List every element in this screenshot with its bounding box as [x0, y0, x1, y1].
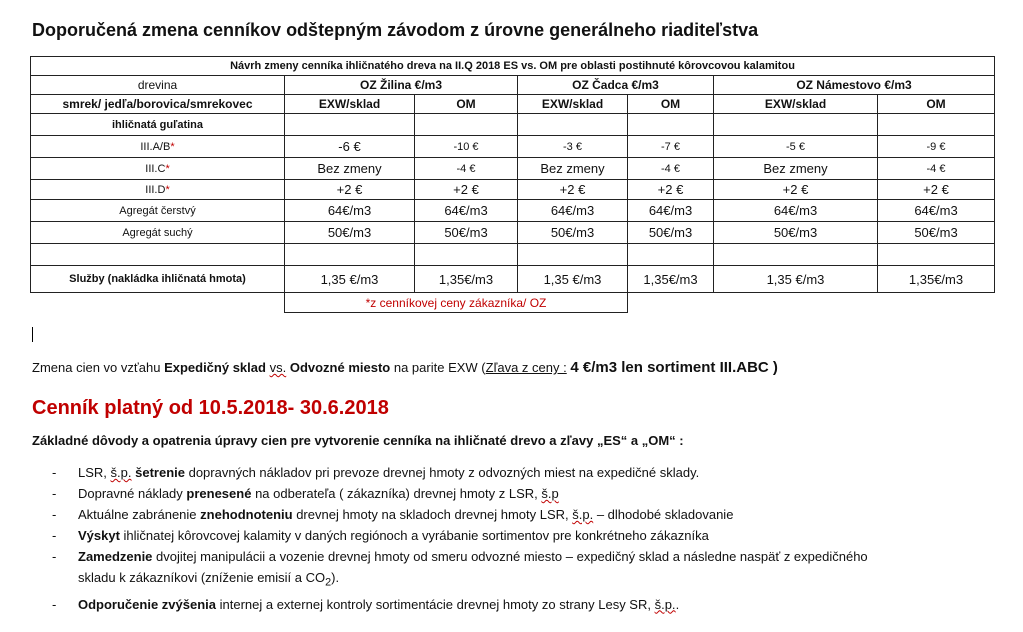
text-run: ihličnatej kôrovcovej kalamity v daných regiónoch a vyrábanie sortimentov pre konkrétneho zákazníka — [119, 528, 709, 543]
cell: -6 € — [285, 136, 415, 158]
bold-run: prenesené — [186, 486, 252, 501]
text-cursor — [32, 327, 33, 342]
table-row — [31, 266, 995, 293]
group-label: ihličnatá guľatina — [31, 114, 285, 136]
cell: 1,35€/m3 — [415, 266, 518, 293]
list-item — [52, 594, 992, 615]
list-item — [52, 525, 992, 546]
spellcheck-run: š.p. — [572, 507, 594, 522]
cell: -4 € — [878, 158, 995, 180]
bullet-dash: - — [52, 549, 57, 564]
text-run: . — [675, 596, 680, 612]
cell: 50€/m3 — [714, 222, 878, 244]
cell: +2 € — [714, 180, 878, 200]
bold-run: Výskyt — [78, 528, 120, 543]
cell: -3 € — [518, 136, 628, 158]
spellcheck-run: š.p — [541, 486, 559, 501]
subheader-cell: EXW/sklad — [285, 95, 415, 114]
bullet-dash: - — [52, 596, 57, 612]
cell: -9 € — [878, 136, 995, 158]
text-run: skladu k zákazníkovi (zníženie emisií a CO — [78, 570, 326, 585]
bold-run: Zamedzenie — [78, 549, 153, 564]
cell: 64€/m3 — [628, 200, 714, 222]
cell: 50€/m3 — [878, 222, 995, 244]
subheader-cell: EXW/sklad — [714, 95, 878, 114]
header-drevina: drevina — [31, 76, 285, 95]
bold-run: šetrenie — [135, 465, 185, 480]
bold-run: Odporučenie zvýšenia — [78, 596, 216, 612]
bullet-dash: - — [52, 486, 57, 501]
subheader-cell: OM — [628, 95, 714, 114]
cell: Bez zmeny — [714, 158, 878, 180]
table-caption: Návrh zmeny cenníka ihličnatého dreva na II.Q 2018 ES vs. OM pre oblasti postihnuté kôrovcovou kalamitou — [31, 57, 995, 76]
subheader-cell: OM — [415, 95, 518, 114]
bold-run: Odvozné miesto — [289, 360, 391, 375]
list-item — [52, 483, 992, 504]
text-run: LSR, — [78, 465, 111, 480]
cell: 50€/m3 — [415, 222, 518, 244]
row-label: Agregát čerstvý — [31, 200, 285, 222]
spellcheck-run: vs. — [269, 360, 287, 375]
cell: +2 € — [415, 180, 518, 200]
text-run: drevnej hmoty na skladoch drevnej hmoty LSR, — [292, 507, 573, 522]
cell: 64€/m3 — [285, 200, 415, 222]
subheader-cell: EXW/sklad — [518, 95, 628, 114]
header-oz-namestovo: OZ Námestovo €/m3 — [714, 76, 995, 95]
spellcheck-run: š.p. — [654, 596, 676, 612]
table-row — [31, 136, 995, 158]
table-row — [31, 158, 995, 180]
cell: +2 € — [878, 180, 995, 200]
asterisk-mark: * — [170, 140, 175, 153]
cell: 64€/m3 — [415, 200, 518, 222]
text-run: dvojitej manipulácii a vozenie drevnej hmoty od smeru odvozné miesto – expedičný sklad a následne naspäť z expedičného — [152, 549, 868, 564]
subscript-run: 2 — [325, 576, 332, 589]
price-change-table — [30, 56, 995, 313]
bold-run: Expedičný sklad — [164, 360, 266, 375]
header-oz-zilina: OZ Žilina €/m3 — [285, 76, 518, 95]
cell: 1,35€/m3 — [878, 266, 995, 293]
subheader-cell: OM — [878, 95, 995, 114]
cell: -10 € — [415, 136, 518, 158]
cell: 50€/m3 — [518, 222, 628, 244]
cell: Bez zmeny — [518, 158, 628, 180]
bullet-dash: - — [52, 465, 57, 480]
cell: 50€/m3 — [628, 222, 714, 244]
row-label: Agregát suchý — [31, 222, 285, 244]
text-run: internej a externej kontroly sortimentácie drevnej hmoty zo strany Lesy SR, — [216, 596, 655, 612]
cell: 1,35 €/m3 — [285, 266, 415, 293]
table-row — [31, 180, 995, 200]
cell: 64€/m3 — [878, 200, 995, 222]
list-item — [52, 462, 992, 483]
row-label: III.D — [145, 183, 166, 196]
price-change-line — [32, 359, 778, 376]
header-oz-cadca: OZ Čadca €/m3 — [518, 76, 714, 95]
cell: 64€/m3 — [518, 200, 628, 222]
asterisk-mark: * — [165, 183, 170, 196]
document-title: Doporučená zmena cenníkov odštepným závodom z úrovne generálneho riaditeľstva — [32, 20, 759, 40]
text-run: Zmena cien vo vzťahu — [32, 360, 165, 375]
text-run: – dlhodobé skladovanie — [593, 507, 734, 522]
cell: -4 € — [415, 158, 518, 180]
bullet-dash: - — [52, 507, 57, 522]
text-run: Dopravné náklady — [78, 486, 187, 501]
cell: 1,35 €/m3 — [714, 266, 878, 293]
table-row — [31, 222, 995, 244]
validity-heading: Cenník platný od 10.5.2018- 30.6.2018 — [32, 397, 389, 419]
cell: 1,35€/m3 — [628, 266, 714, 293]
asterisk-mark: * — [165, 162, 170, 175]
text-run: na parite EXW ( — [390, 360, 486, 375]
table-footnote: *z cenníkovej ceny zákazníka/ OZ — [285, 293, 628, 313]
bullet-dash: - — [52, 528, 57, 543]
bold-run: znehodnoteniu — [200, 507, 293, 522]
header-species: smrek/ jedľa/borovica/smrekovec — [31, 95, 285, 114]
cell: Bez zmeny — [285, 158, 415, 180]
row-label: III.A/B — [140, 140, 171, 153]
cell: -5 € — [714, 136, 878, 158]
discount-value: 4 €/m3 len sortiment III.ABC ) — [570, 359, 778, 376]
cell: 1,35 €/m3 — [518, 266, 628, 293]
table-row — [31, 200, 995, 222]
cell: -7 € — [628, 136, 714, 158]
cell: +2 € — [628, 180, 714, 200]
cell: 50€/m3 — [285, 222, 415, 244]
cell: +2 € — [285, 180, 415, 200]
reasons-list — [52, 462, 992, 615]
cell: 64€/m3 — [714, 200, 878, 222]
text-run: na odberateľa ( zákazníka) drevnej hmoty z LSR, — [251, 486, 542, 501]
row-label: Služby (nakládka ihličnatá hmota) — [31, 266, 285, 293]
text-run: dopravných nákladov pri prevoze drevnej hmoty z odvozných miest na expedičné sklady. — [184, 465, 700, 480]
list-item — [52, 504, 992, 525]
text-run: ). — [331, 570, 340, 585]
cell: -4 € — [628, 158, 714, 180]
cell: +2 € — [518, 180, 628, 200]
row-label: III.C — [145, 162, 166, 175]
text-run: Aktuálne zabránenie — [78, 507, 201, 522]
underlined-run: Zľava z ceny : — [485, 360, 567, 375]
spellcheck-run: š.p. — [110, 465, 132, 480]
list-item — [52, 546, 992, 594]
reasons-heading: Základné dôvody a opatrenia úpravy cien pre vytvorenie cenníka na ihličnaté drevo a zľavy „ES“ a „OM“ : — [32, 433, 684, 448]
